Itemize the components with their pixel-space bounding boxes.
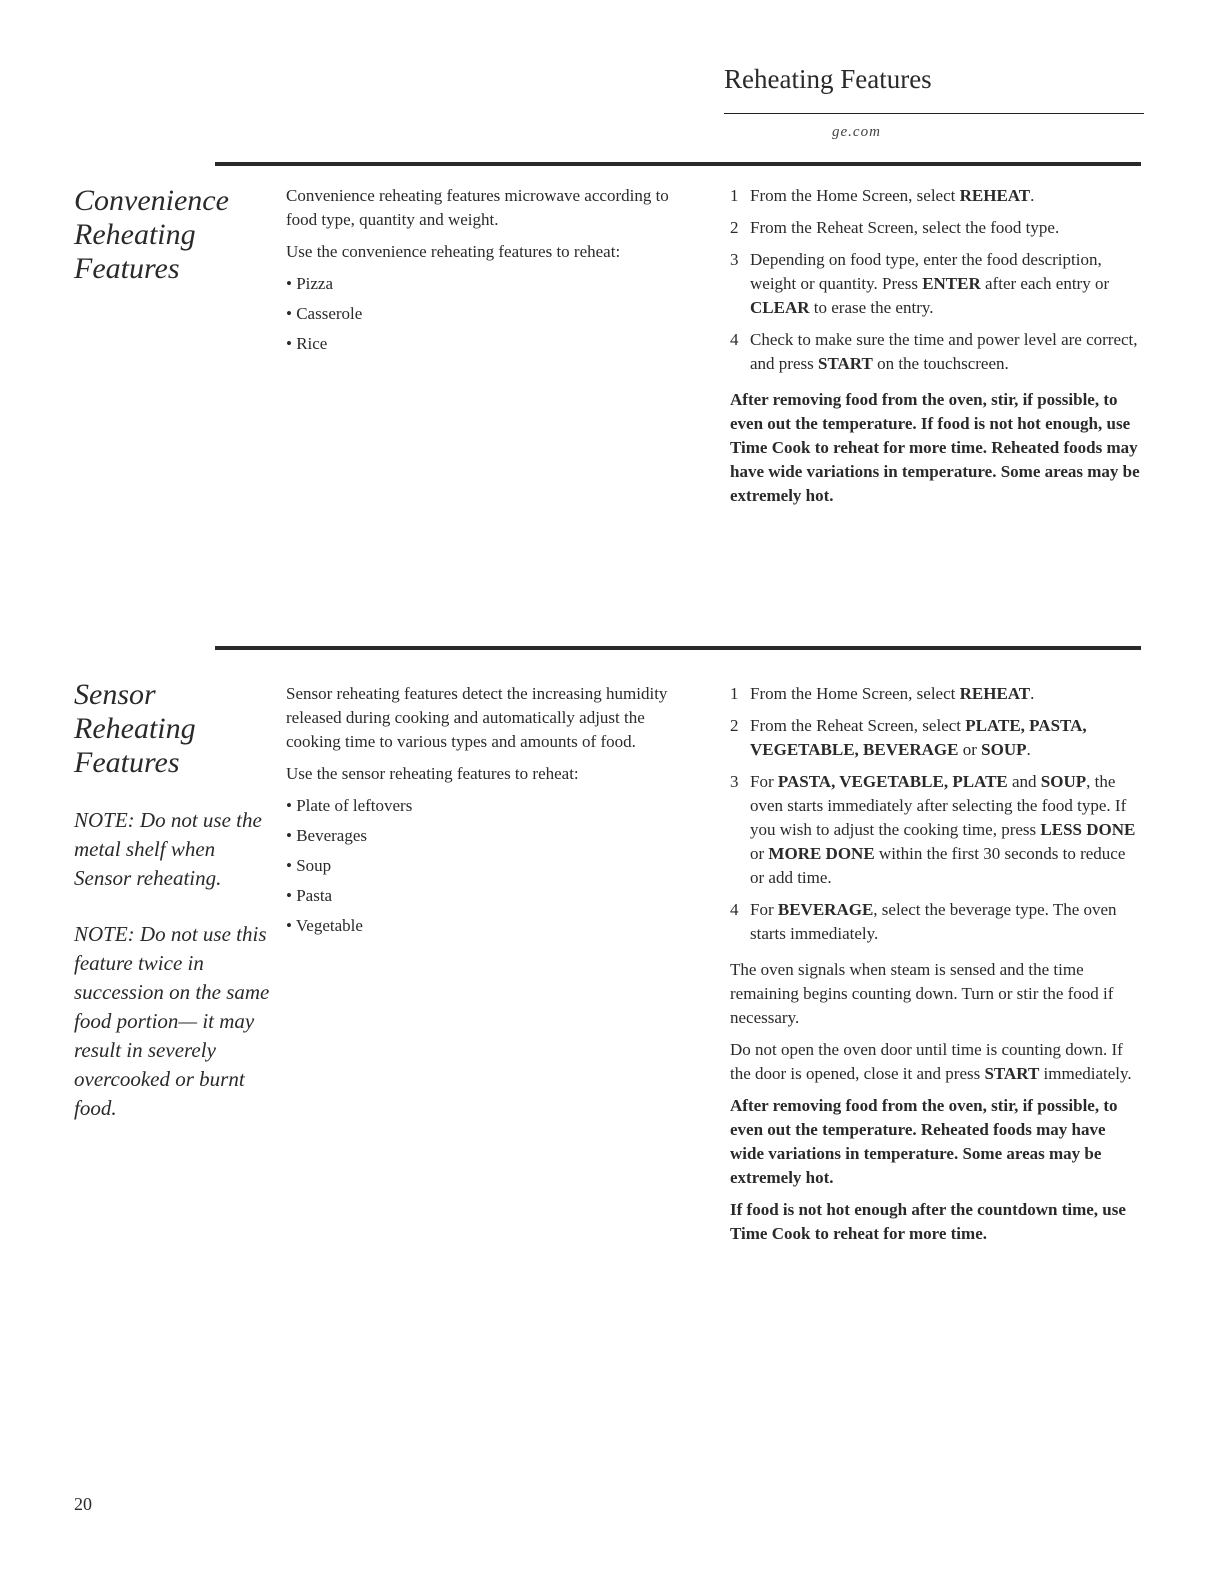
- list-item: • Rice: [286, 334, 328, 353]
- step-item: 4 For BEVERAGE, select the beverage type. The oven starts immediately.: [730, 900, 1117, 943]
- step-item: 1 From the Home Screen, select REHEAT.: [730, 186, 1035, 205]
- title-line: Reheating: [74, 712, 196, 745]
- list-item: • Casserole: [286, 304, 363, 323]
- list-item: • Plate of leftovers: [286, 796, 413, 815]
- sensor-description: [286, 682, 696, 944]
- page-header-title: Reheating Features: [724, 64, 932, 94]
- list-item: • Pizza: [286, 274, 334, 293]
- step-item: 2 From the Reheat Screen, select PLATE, PASTA, VEGETABLE, BEVERAGE or SOUP.: [730, 716, 1087, 759]
- note-succession: NOTE: Do not use this feature twice in succession on the same food portion— it may result in severely overcooked or burnt food.: [74, 922, 270, 1120]
- warning-text: After removing food from the oven, stir, if possible, to even out the temperature. Reheated foods may have wide variations in temperature. Some areas may be extremely hot.: [730, 1096, 1118, 1187]
- use-text: Use the sensor reheating features to reheat:: [286, 764, 579, 783]
- header-rule: [724, 113, 1144, 114]
- intro-text: Convenience reheating features microwave according to food type, quantity and weight.: [286, 186, 669, 229]
- list-item: • Pasta: [286, 886, 333, 905]
- note-metal-shelf: NOTE: Do not use the metal shelf when Sensor reheating.: [74, 808, 262, 890]
- step-item: 1 From the Home Screen, select REHEAT.: [730, 684, 1035, 703]
- website-label: ge.com: [832, 124, 881, 140]
- section-title-sensor: [74, 678, 196, 780]
- list-item: • Soup: [286, 856, 332, 875]
- step-item: 4 Check to make sure the time and power level are correct, and press START on the touchscreen.: [730, 330, 1138, 373]
- intro-text: Sensor reheating features detect the increasing humidity released during cooking and automatically adjust the cooking time to various types and amounts of food.: [286, 684, 668, 751]
- convenience-description: [286, 184, 696, 362]
- warning-text: After removing food from the oven, stir, if possible, to even out the temperature. If food is not hot enough, use Time Cook to reheat for more time. Reheated foods may have wide variations in temperature. Some areas may be extremely hot.: [730, 390, 1140, 505]
- paragraph: Do not open the oven door until time is counting down. If the door is opened, close it and press START immediately.: [730, 1040, 1132, 1083]
- use-text: Use the convenience reheating features to reheat:: [286, 242, 621, 261]
- section-divider-sensor: [215, 646, 1141, 650]
- section-title-convenience: [74, 184, 229, 286]
- title-line: Features: [74, 746, 180, 779]
- title-line: Sensor: [74, 678, 156, 711]
- title-line: Convenience: [74, 184, 229, 217]
- paragraph: The oven signals when steam is sensed and the time remaining begins counting down. Turn or stir the food if necessary.: [730, 960, 1114, 1027]
- step-item: 3 Depending on food type, enter the food description, weight or quantity. Press ENTER after each entry or CLEAR to erase the entry.: [730, 250, 1110, 317]
- title-line: Reheating: [74, 218, 196, 251]
- page-number: 20: [74, 1494, 92, 1514]
- convenience-steps: [730, 184, 1142, 516]
- section-divider-convenience: [215, 162, 1141, 166]
- warning-text: If food is not hot enough after the countdown time, use Time Cook to reheat for more time.: [730, 1200, 1126, 1243]
- list-item: • Beverages: [286, 826, 367, 845]
- list-item: • Vegetable: [286, 916, 363, 935]
- step-item: 3 For PASTA, VEGETABLE, PLATE and SOUP, the oven starts immediately after selecting the food type. If you wish to adjust the cooking time, press LESS DONE or MORE DONE within the first 30 seconds to reduce or add time.: [730, 772, 1136, 887]
- title-line: Features: [74, 252, 180, 285]
- sensor-steps: [730, 682, 1142, 1254]
- step-item: 2 From the Reheat Screen, select the food type.: [730, 218, 1060, 237]
